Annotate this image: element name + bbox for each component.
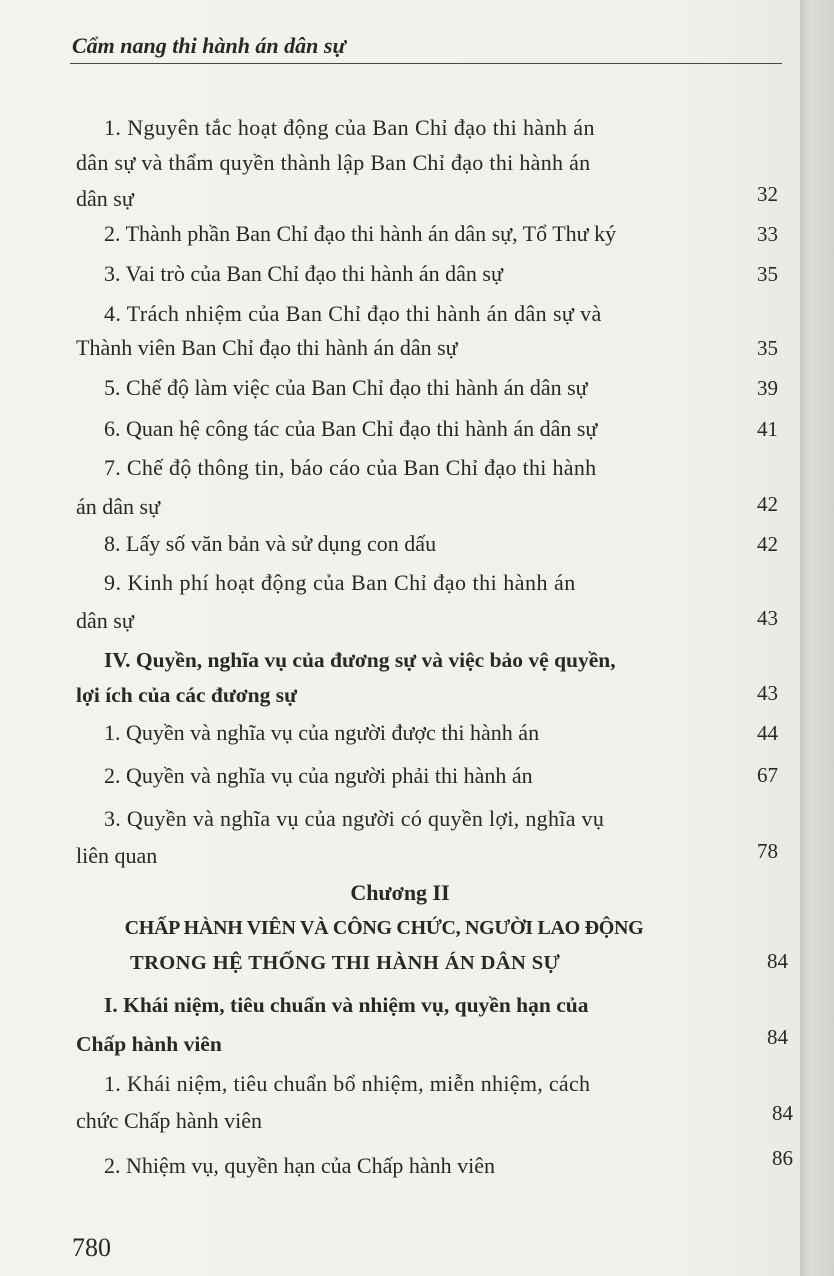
toc-page-number: 67 [757, 763, 778, 787]
toc-entry-text: 4. Trách nhiệm của Ban Chỉ đạo thi hành án dân sự và [104, 301, 602, 326]
toc-entry-text: 1. Nguyên tắc hoạt động của Ban Chỉ đạo thi hành án [104, 115, 595, 140]
toc-page-number: 78 [757, 839, 778, 863]
toc-section-title: I. Khái niệm, tiêu chuẩn và nhiệm vụ, quyền hạn của [104, 993, 589, 1017]
toc-entry-text: 2. Nhiệm vụ, quyền hạn của Chấp hành viên [104, 1153, 496, 1178]
toc-page-number: 86 [772, 1146, 793, 1170]
toc-entry-text: 7. Chế độ thông tin, báo cáo của Ban Chỉ đạo thi hành [104, 455, 597, 480]
toc-page-number: 39 [757, 376, 778, 400]
toc-page-number: 33 [757, 222, 778, 246]
toc-entry-text: 9. Kinh phí hoạt động của Ban Chỉ đạo thi hành án [104, 570, 576, 595]
toc-page-number: 43 [757, 606, 778, 630]
toc-page-number: 42 [757, 532, 778, 556]
toc-page-number: 44 [757, 721, 778, 745]
toc-entry-text: 3. Quyền và nghĩa vụ của người có quyền lợi, nghĩa vụ [104, 806, 605, 831]
toc-page-number: 35 [757, 262, 778, 286]
toc-entry-text: 1. Quyền và nghĩa vụ của người được thi hành án [104, 720, 540, 745]
toc-entry-text: dân sự [76, 186, 134, 211]
toc-entry-text: chức Chấp hành viên [76, 1108, 263, 1133]
toc-section-title: IV. Quyền, nghĩa vụ của đương sự và việc bảo vệ quyền, [104, 648, 616, 672]
chapter-title-line: TRONG HỆ THỐNG THI HÀNH ÁN DÂN SỰ [130, 952, 561, 974]
toc-page-number: 84 [772, 1101, 793, 1125]
toc-entry-text: 1. Khái niệm, tiêu chuẩn bổ nhiệm, miễn nhiệm, cách [104, 1071, 591, 1096]
toc-entry-text: 8. Lấy số văn bản và sử dụng con dấu [104, 531, 437, 556]
toc-entry-text: 6. Quan hệ công tác của Ban Chỉ đạo thi hành án dân sự [104, 416, 598, 441]
toc-entry-text: án dân sự [76, 494, 161, 519]
toc-entry-text: dân sự và thẩm quyền thành lập Ban Chỉ đạo thi hành án [76, 150, 591, 175]
chapter-label: Chương II [350, 880, 450, 905]
toc-entry-text: dân sự [76, 608, 134, 633]
toc-entry-text: 2. Thành phần Ban Chỉ đạo thi hành án dân sự, Tổ Thư ký [104, 221, 617, 246]
toc-page-number: 32 [757, 182, 778, 206]
toc-entry-text: 3. Vai trò của Ban Chỉ đạo thi hành án dân sự [104, 261, 503, 286]
toc-page-number: 43 [757, 681, 778, 705]
toc-entry-text: 2. Quyền và nghĩa vụ của người phải thi hành án [104, 763, 533, 788]
toc-page-number: 42 [757, 492, 778, 516]
toc-section-title: Chấp hành viên [76, 1032, 222, 1056]
running-head: Cẩm nang thi hành án dân sự [72, 33, 346, 58]
toc-page-number: 41 [757, 417, 778, 441]
toc-section-title: lợi ích của các đương sự [76, 683, 298, 707]
toc-page-number: 84 [767, 949, 788, 973]
toc-page-number: 84 [767, 1025, 788, 1049]
chapter-title-line: CHẤP HÀNH VIÊN VÀ CÔNG CHỨC, NGƯỜI LAO ĐỘNG [124, 917, 644, 939]
page-folio: 780 [72, 1233, 111, 1262]
toc-entry-text: Thành viên Ban Chỉ đạo thi hành án dân sự [76, 335, 458, 360]
toc-entry-text: 5. Chế độ làm việc của Ban Chỉ đạo thi hành án dân sự [104, 375, 588, 400]
toc-entry-text: liên quan [76, 843, 158, 868]
page-edge [800, 0, 834, 1276]
toc-page-number: 35 [757, 336, 778, 360]
